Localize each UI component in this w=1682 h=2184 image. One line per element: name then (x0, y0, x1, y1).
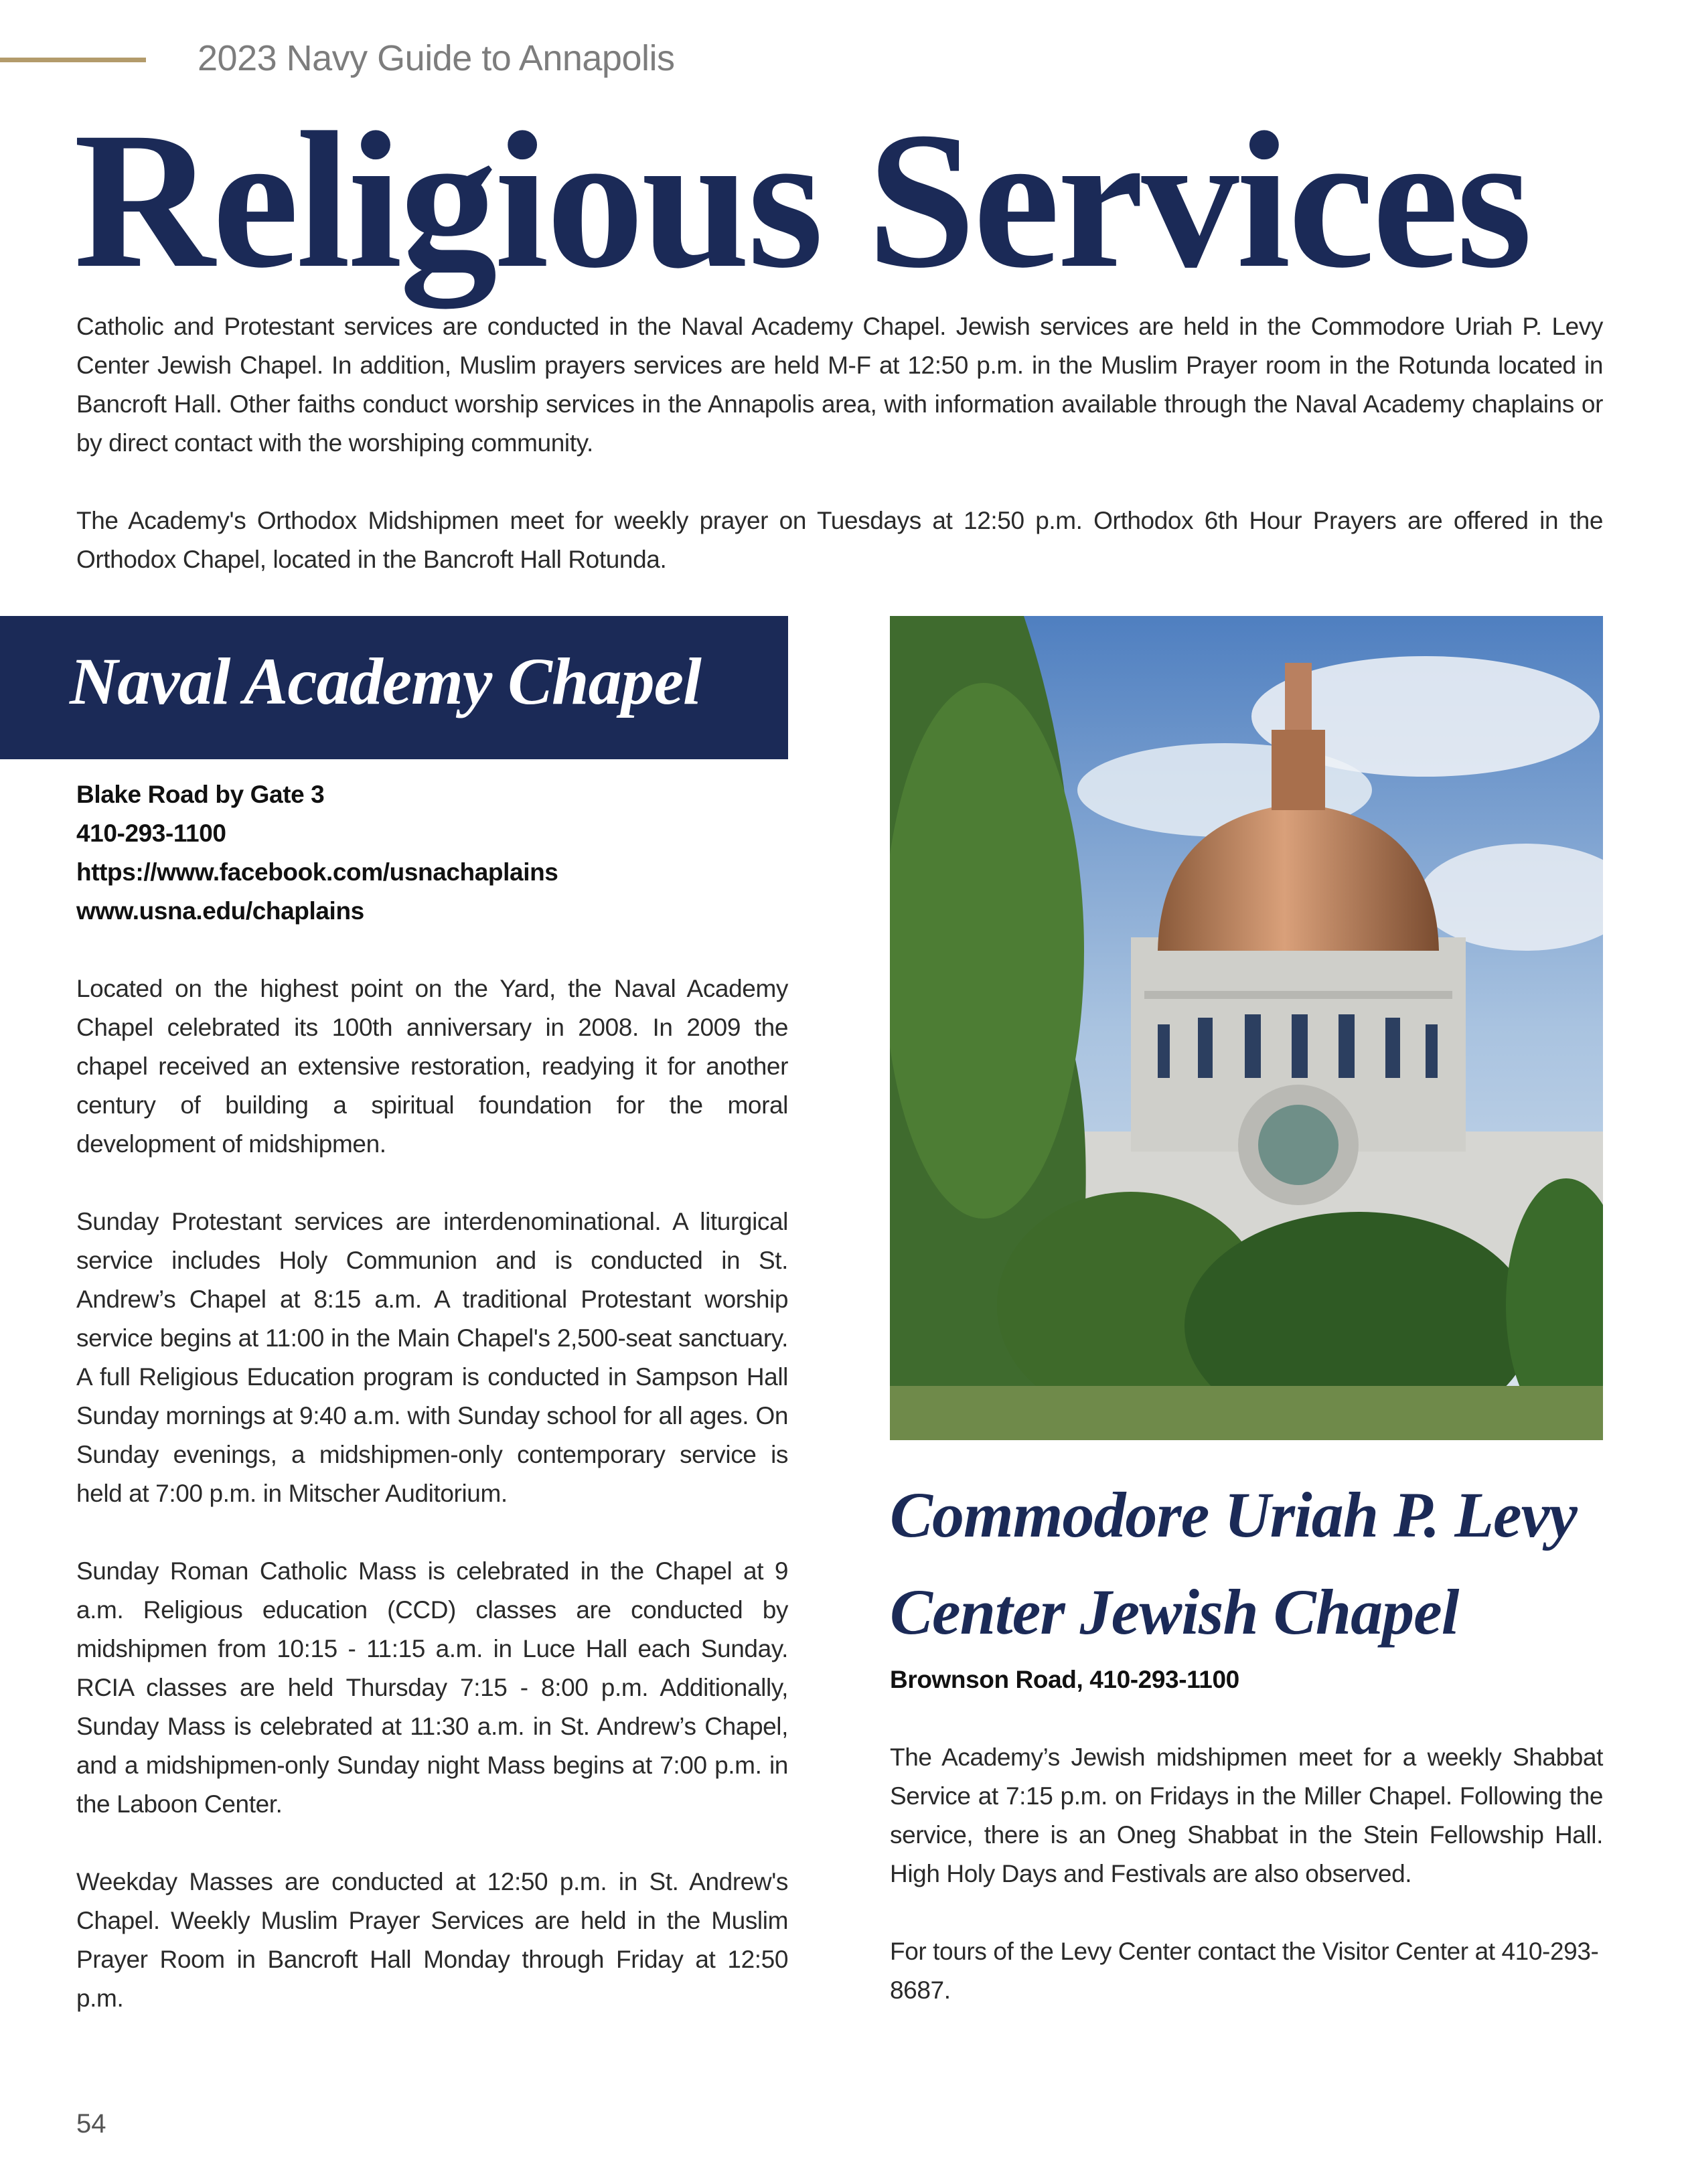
page-number: 54 (76, 2109, 106, 2138)
body-paragraph: Located on the highest point on the Yard, the Naval Academy Chapel celebrated its 100th anniversary in 2008. In 2009 the chapel received an extensive restoration, readying it for another century of building a spiritual foundation for the moral development of midshipmen. (76, 975, 788, 1158)
body-paragraph: Sunday Protestant services are interdenominational. A liturgical service includes Holy Communion and is conducted in St. Andrew’s Chapel at 8:15 a.m. A traditional Protestant worship service begins at 11:00 in the Main Chapel's 2,500-seat sanctuary. A full Religious Education program is conducted in Sampson Hall Sunday mornings at 9:40 a.m. with Sunday school for all ages. On Sunday evenings, a midshipmen-only contemporary service is held at 7:00 p.m. in Mitscher Auditorium. (76, 1208, 788, 1507)
section-heading: Center Jewish Chapel (890, 1576, 1459, 1648)
body-paragraph: For tours of the Levy Center contact the Visitor Center at 410-293-8687. (890, 1938, 1599, 2004)
naval-chapel-section (76, 775, 788, 2057)
header-accent-line (0, 58, 146, 62)
section-heading: Commodore Uriah P. Levy (890, 1479, 1577, 1551)
body-paragraph: Sunday Roman Catholic Mass is celebrated in the Chapel at 9 a.m. Religious education (CCD) classes are conducted by midshipmen from 10:15 - 11:15 a.m. in Luce Hall each Sunday. RCIA classes are held Thursday 7:15 - 8:00 p.m. Additionally, Sunday Mass is celebrated at 11:30 a.m. in St. Andrew’s Chapel, and a midshipmen-only Sunday night Mass begins at 7:00 p.m. in the Laboon Center. (76, 1557, 788, 1818)
body-paragraph: Weekday Masses are conducted at 12:50 p.m. in St. Andrew's Chapel. Weekly Muslim Prayer Services are held in the Muslim Prayer Room in Bancroft Hall Monday through Friday at 12:50 p.m. (76, 1868, 788, 2012)
naval-chapel-banner (0, 616, 788, 759)
page-title: Religious Services (74, 92, 1530, 309)
website-link[interactable]: www.usna.edu/chaplains (76, 897, 364, 925)
address-phone: Brownson Road, 410-293-1100 (890, 1666, 1239, 1693)
running-header: 2023 Navy Guide to Annapolis (198, 38, 675, 78)
section-heading: Naval Academy Chapel (70, 644, 701, 718)
facebook-link[interactable]: https://www.facebook.com/usnachaplains (76, 858, 558, 886)
levy-center-section (890, 1466, 1603, 2049)
phone: 410-293-1100 (76, 820, 226, 847)
body-paragraph: The Academy’s Jewish midshipmen meet for a weekly Shabbat Service at 7:15 p.m. on Fridays in the Miller Chapel. Following the service, there is an Oneg Shabbat in the Stein Fellowship Hall. High Holy Days and Festivals are also observed. (890, 1743, 1603, 1887)
chapel-dome-photo (890, 616, 1603, 1440)
intro-paragraph: The Academy's Orthodox Midshipmen meet for weekly prayer on Tuesdays at 12:50 p.m. Orthodox 6th Hour Prayers are offered in the Orthodox Chapel, located in the Bancroft Hall Rotunda. (76, 507, 1603, 573)
address: Blake Road by Gate 3 (76, 781, 325, 808)
intro-paragraph: Catholic and Protestant services are conducted in the Naval Academy Chapel. Jewish services are held in the Commodore Uriah P. Levy Center Jewish Chapel. In addition, Muslim prayers services are held M-F at 12:50 p.m. in the Muslim Prayer room in the Rotunda located in Bancroft Hall. Other faiths conduct worship services in the Annapolis area, with information available through the Naval Academy chaplains or by direct contact with the worshiping community. (76, 313, 1603, 457)
